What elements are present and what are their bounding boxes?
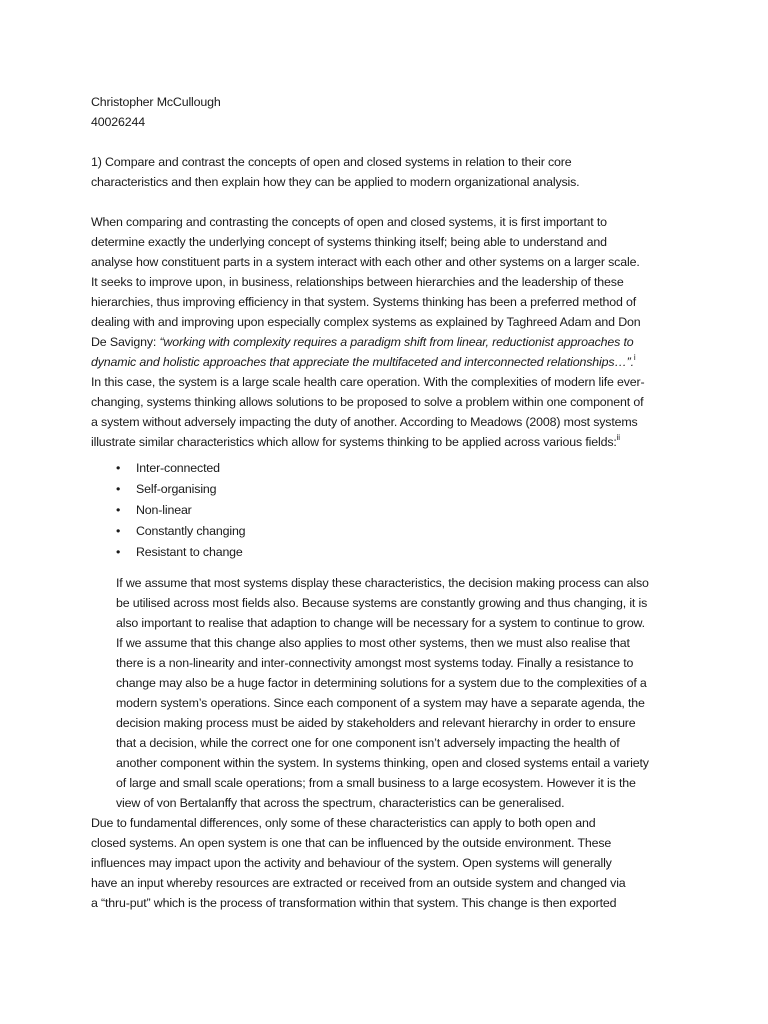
quote-text: dynamic and holistic approaches that appreciate the multifaceted and interconnected relationships…”. [91, 355, 634, 369]
paragraph-line: also important to realise that adaption to change will be necessary for a system to continue to grow. [116, 616, 645, 630]
bullet-icon: • [116, 524, 121, 538]
quote-line [91, 332, 688, 352]
paragraph-line: of large and small scale operations; from a small business to a large ecosystem. However it is the [116, 776, 636, 790]
footnote-marker: ii [616, 433, 620, 442]
list-item-label: Constantly changing [136, 524, 246, 538]
paragraph-line: It seeks to improve upon, in business, relationships between hierarchies and the leadership of these [91, 275, 624, 289]
paragraph-line: If we assume that most systems display these characteristics, the decision making process can also [116, 576, 649, 590]
paragraph-line: have an input whereby resources are extracted or received from an outside system and changed via [91, 876, 626, 890]
list-item [91, 521, 688, 542]
paragraph-line [91, 432, 688, 452]
paragraph-line: In this case, the system is a large scale health care operation. With the complexities of modern life ever- [91, 375, 645, 389]
list-item [91, 542, 688, 563]
quote-line [91, 352, 688, 372]
paragraph-line: When comparing and contrasting the concepts of open and closed systems, it is first important to [91, 215, 607, 229]
paragraph-line: closed systems. An open system is one that can be influenced by the outside environment. These [91, 836, 612, 850]
characteristics-list [91, 458, 688, 563]
spacer [91, 132, 688, 152]
list-item-label: Self-organising [136, 482, 217, 496]
bullet-icon: • [116, 545, 121, 559]
paragraph-line: modern system’s operations. Since each component of a system may have a separate agenda, the [116, 696, 645, 710]
paragraph-text: illustrate similar characteristics which allow for systems thinking to be applied across various fields: [91, 435, 617, 449]
paragraph-line: determine exactly the underlying concept of systems thinking itself; being able to understand and [91, 235, 607, 249]
paragraph-line: influences may impact upon the activity and behaviour of the system. Open systems will generally [91, 856, 612, 870]
paragraph-line: there is a non-linearity and inter-connectivity amongst most systems today. Finally a resistance to [116, 656, 634, 670]
body-paragraph [91, 573, 688, 813]
quote-prefix: De Savigny: [91, 335, 160, 349]
paragraph-line: dealing with and improving upon especially complex systems as explained by Taghreed Adam and Don [91, 315, 641, 329]
paragraph-line: analyse how constituent parts in a system interact with each other and other systems on a larger scale. [91, 255, 640, 269]
list-item [91, 458, 688, 479]
author-name: Christopher McCullough [91, 95, 221, 109]
list-item-label: Inter-connected [136, 461, 220, 475]
question-line: 1) Compare and contrast the concepts of open and closed systems in relation to their core [91, 155, 572, 169]
student-id: 40026244 [91, 115, 145, 129]
body-paragraph [91, 813, 688, 913]
footnote-marker: i [633, 353, 636, 362]
paragraph-line: If we assume that this change also applies to most other systems, then we must also realise that [116, 636, 630, 650]
paragraph-line: decision making process must be aided by stakeholders and relevant hierarchy in order to ensure [116, 716, 636, 730]
paragraph-line: hierarchies, thus improving efficiency in that system. Systems thinking has been a preferred method of [91, 295, 637, 309]
paragraph-line: view of von Bertalanffy that across the spectrum, characteristics can be generalised. [116, 796, 565, 810]
spacer [91, 192, 688, 212]
list-item [91, 479, 688, 500]
intro-paragraph [91, 212, 688, 452]
list-item-label: Resistant to change [136, 545, 243, 559]
paragraph-line: be utilised across most fields also. Because systems are constantly growing and thus changing, it is [116, 596, 648, 610]
list-item-label: Non-linear [136, 503, 192, 517]
quote-text: “working with complexity requires a paradigm shift from linear, reductionist approaches to [159, 335, 634, 349]
question-line: characteristics and then explain how they can be applied to modern organizational analysis. [91, 175, 580, 189]
question-block [91, 152, 688, 192]
paragraph-line: a system without adversely impacting the duty of another. According to Meadows (2008) most systems [91, 415, 638, 429]
paragraph-line: change may also be a huge factor in determining solutions for a system due to the complexities of a [116, 676, 647, 690]
paragraph-line: changing, systems thinking allows solutions to be proposed to solve a problem within one component of [91, 395, 644, 409]
paragraph-line: another component within the system. In systems thinking, open and closed systems entail a variety [116, 756, 649, 770]
bullet-icon: • [116, 503, 121, 517]
bullet-icon: • [116, 482, 121, 496]
paragraph-line: a “thru-put” which is the process of transformation within that system. This change is then exported [91, 896, 617, 910]
list-item [91, 500, 688, 521]
paragraph-line: that a decision, while the correct one for one component isn’t adversely impacting the health of [116, 736, 620, 750]
bullet-icon: • [116, 461, 121, 475]
paragraph-line: Due to fundamental differences, only some of these characteristics can apply to both open and [91, 816, 596, 830]
